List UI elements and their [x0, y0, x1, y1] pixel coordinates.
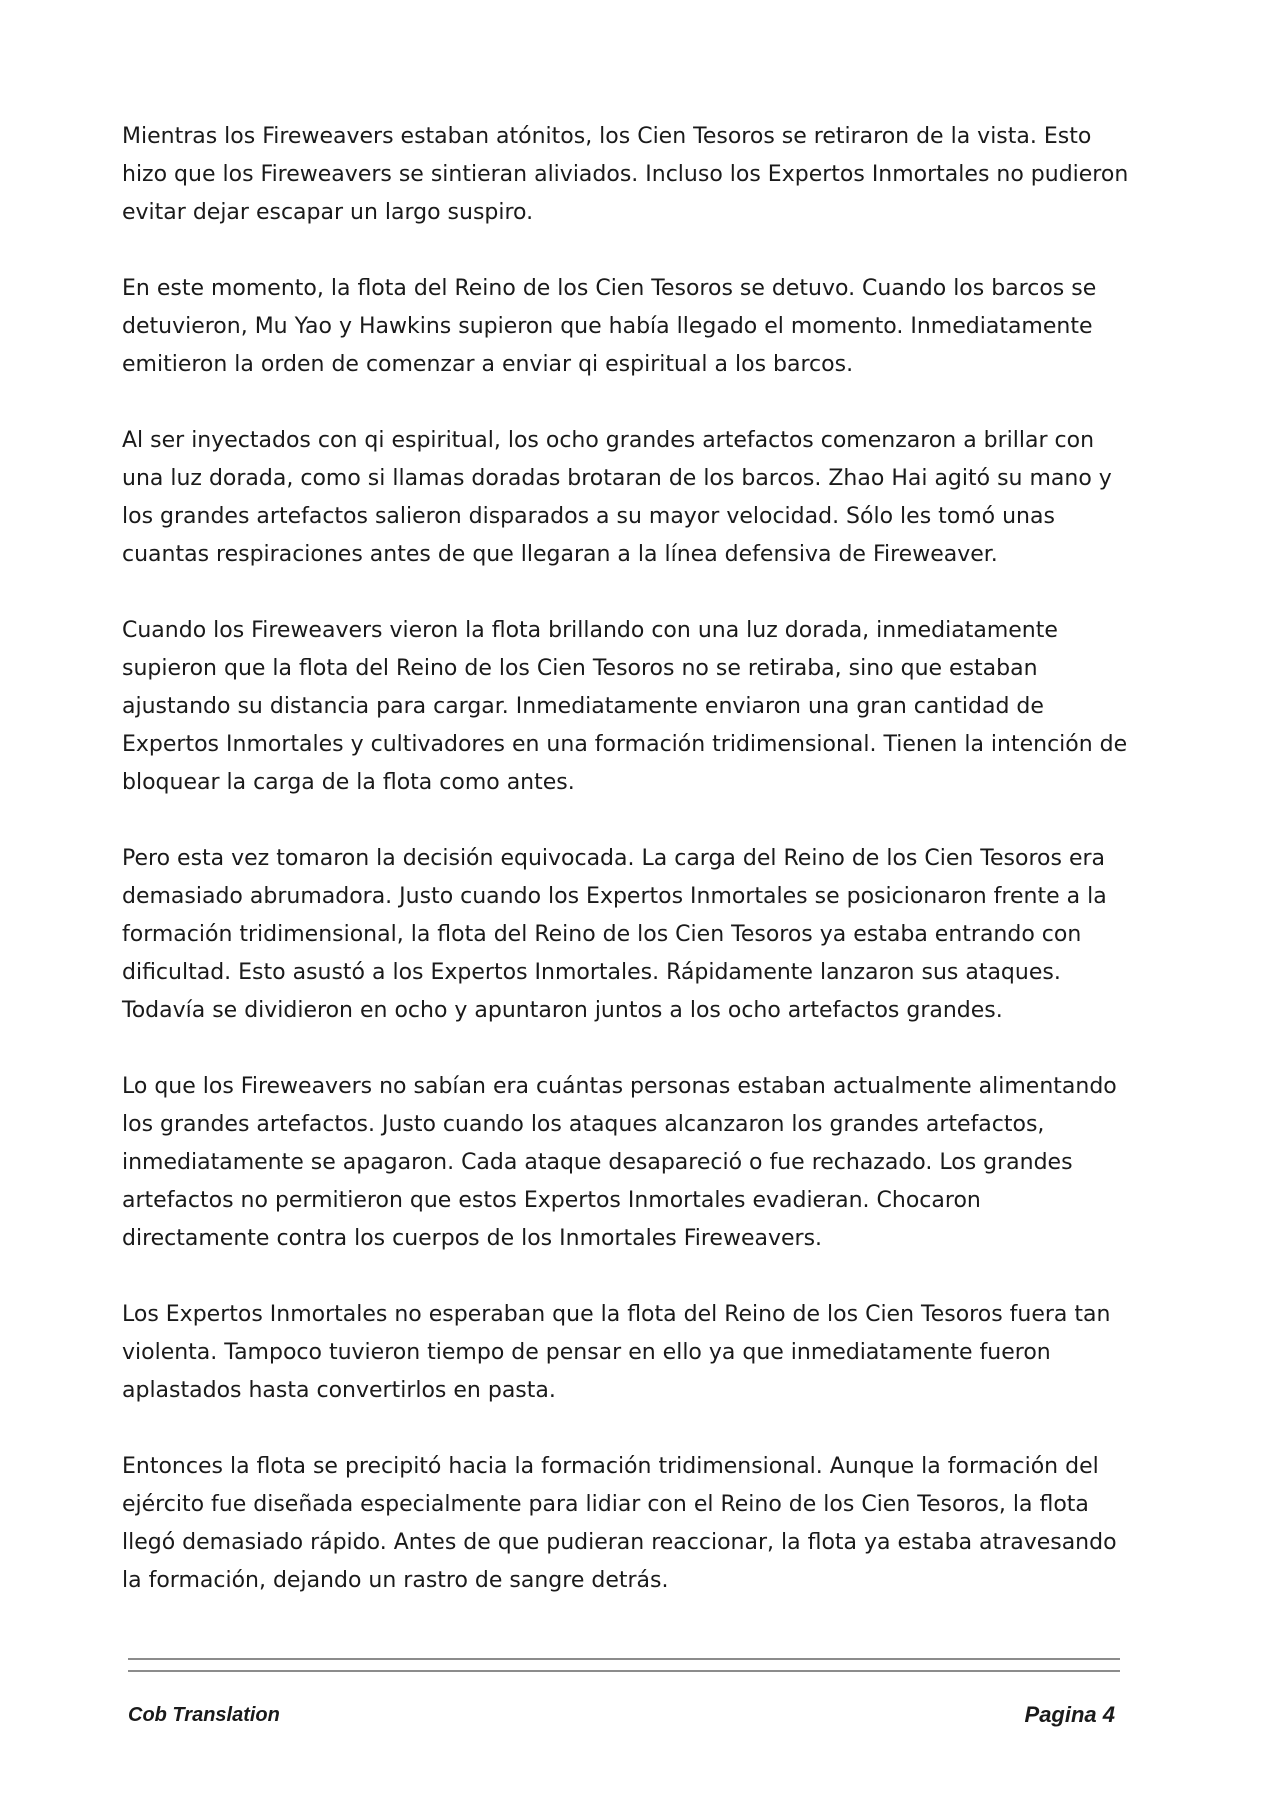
- paragraph-7: Los Expertos Inmortales no esperaban que la flota del Reino de los Cien Tesoros fuera tan violenta. Tampoco tuvieron tiempo de pensar en ello ya que inmediatamente fueron aplastados hasta convertirlos en pasta.: [122, 1302, 1111, 1403]
- paragraph-3: Al ser inyectados con qi espiritual, los ocho grandes artefactos comenzaron a brillar con una luz dorada, como si llamas doradas brotaran de los barcos. Zhao Hai agitó su mano y los grandes artefactos salieron disparados a su mayor velocidad. Sólo les tomó unas cuantas respiraciones antes de que llegaran a la línea defensiva de Fireweaver.: [122, 428, 1112, 567]
- footer-source: Cob Translation: [128, 1704, 280, 1726]
- paragraph-1: Mientras los Fireweavers estaban atónitos, los Cien Tesoros se retiraron de la vista. Esto hizo que los Fireweavers se sintieran aliviados. Incluso los Expertos Inmortales no pudieron evitar dejar escapar un largo suspiro.: [122, 124, 1129, 225]
- document-body: [122, 118, 1132, 1638]
- paragraph-2: En este momento, la flota del Reino de los Cien Tesoros se detuvo. Cuando los barcos se detuvieron, Mu Yao y Hawkins supieron que había llegado el momento. Inmediatamente emitieron la orden de comenzar a enviar qi espiritual a los barcos.: [122, 276, 1097, 377]
- paragraph-4: Cuando los Fireweavers vieron la flota brillando con una luz dorada, inmediatamente supieron que la flota del Reino de los Cien Tesoros no se retiraba, sino que estaban ajustando su distancia para cargar. Inmediatamente enviaron una gran cantidad de Expertos Inmortales y cultivadores en una formación tridimensional. Tienen la intención de bloquear la carga de la flota como antes.: [122, 618, 1128, 795]
- paragraph-5: Pero esta vez tomaron la decisión equivocada. La carga del Reino de los Cien Tesoros era demasiado abrumadora. Justo cuando los Expertos Inmortales se posicionaron frente a la formación tridimensional, la flota del Reino de los Cien Tesoros ya estaba entrando con dificultad. Esto asustó a los Expertos Inmortales. Rápidamente lanzaron sus ataques. Todavía se dividieron en ocho y apuntaron juntos a los ocho artefactos grandes.: [122, 846, 1107, 1023]
- footer-divider-bottom: [128, 1670, 1120, 1672]
- paragraph-8: Entonces la flota se precipitó hacia la formación tridimensional. Aunque la formación del ejército fue diseñada especialmente para lidiar con el Reino de los Cien Tesoros, la flota llegó demasiado rápido. Antes de que pudieran reaccionar, la flota ya estaba atravesando la formación, dejando un rastro de sangre detrás.: [122, 1454, 1117, 1593]
- paragraph-6: Lo que los Fireweavers no sabían era cuántas personas estaban actualmente alimentando los grandes artefactos. Justo cuando los ataques alcanzaron los grandes artefactos, inmediatamente se apagaron. Cada ataque desapareció o fue rechazado. Los grandes artefactos no permitieron que estos Expertos Inmortales evadieran. Chocaron directamente contra los cuerpos de los Inmortales Fireweavers.: [122, 1074, 1117, 1251]
- footer-divider-top: [128, 1658, 1120, 1660]
- footer-page-number: Pagina 4: [1024, 1702, 1115, 1727]
